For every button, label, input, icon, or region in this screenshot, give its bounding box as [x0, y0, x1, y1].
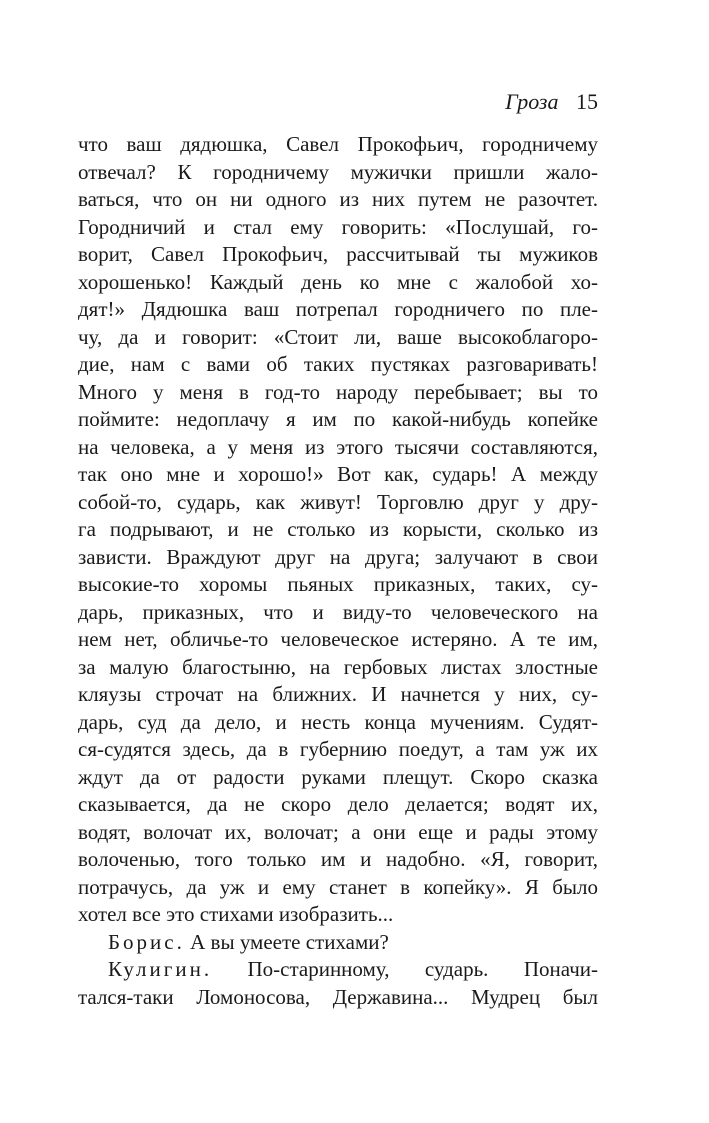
- text-line: так оно мне и хорошо!» Вот как, сударь! А между: [78, 462, 598, 486]
- dialogue-line-kuligin: [78, 956, 598, 984]
- text-line: ваться, что он ни одного из них путем не разочтет.: [78, 187, 598, 211]
- text-line: высокие-то хоромы пьяных приказных, таких, су-: [78, 572, 598, 596]
- text-line: хорошенько! Каждый день ко мне с жалобой хо-: [78, 269, 598, 294]
- text-line: потрачусь, да уж и ему станет в копейку». Я было: [78, 874, 598, 899]
- text-line: что ваш дядюшка, Савел Прокофьич, городничему: [78, 132, 598, 156]
- dialogue-text: По-старинному, сударь. Поначи-: [212, 957, 598, 981]
- text-line: дие, нам с вами об таких пустяках разговаривать!: [78, 352, 598, 376]
- text-line: дарь, суд да дело, и несть конца мучениям. Судят-: [78, 709, 598, 734]
- dialogue-line-boris: [78, 929, 598, 957]
- text-line: тался-таки Ломоносова, Державина... Мудрец был: [78, 984, 598, 1009]
- text-line: волоченью, того только им и надобно. «Я, говорит,: [78, 847, 598, 871]
- text-line: собой-то, сударь, как живут! Торговлю друг у дру-: [78, 489, 598, 514]
- text-line: нем нет, обличье-то человеческое истеряно. А те им,: [78, 627, 598, 651]
- text-line: Много у меня в год-то народу перебывает; вы то: [78, 379, 598, 404]
- text-line: ся-судятся здесь, да в губернию поедут, а там уж их: [78, 737, 598, 761]
- text-line: дарь, приказных, что и виду-то человеческого на: [78, 599, 598, 624]
- text-line: на человека, а у меня из этого тысячи составляются,: [78, 434, 598, 459]
- text-line: ждут да от радости руками плещут. Скоро сказка: [78, 764, 598, 789]
- text-line: дят!» Дядюшка ваш потрепал городничего по пле-: [78, 297, 598, 321]
- text-line: водят, волочат их, волочат; а они еще и рады этому: [78, 819, 598, 844]
- text-line: хотел все это стихами изобразить...: [78, 902, 394, 926]
- body-text: [78, 131, 598, 1011]
- running-head-title: Гроза: [505, 89, 559, 114]
- text-line: за малую благостыню, на гербовых листах злостные: [78, 654, 598, 679]
- dialogue-text: А вы умеете стихами?: [184, 929, 389, 954]
- page-number: 15: [576, 89, 598, 114]
- text-line: зависти. Враждуют друг на друга; залучают в свои: [78, 544, 598, 569]
- text-line: поймите: недоплачу я им по какой-нибудь копейке: [78, 407, 598, 431]
- speaker-name: Кулигин.: [108, 957, 213, 981]
- text-line: кляузы строчат на ближних. И начнется у них, су-: [78, 682, 598, 706]
- text-line: га подрывают, и не столько из корысти, сколько из: [78, 517, 598, 541]
- text-line: сказывается, да не скоро дело делается; водят их,: [78, 792, 598, 816]
- running-head: [505, 88, 598, 116]
- speaker-name: Борис.: [108, 929, 185, 954]
- text-line: чу, да и говорит: «Стоит ли, ваше высокоблагоро-: [78, 324, 598, 349]
- text-line: ворит, Савел Прокофьич, рассчитывай ты мужиков: [78, 242, 598, 266]
- text-line: Городничий и стал ему говорить: «Послушай, го-: [78, 214, 598, 239]
- text-line: отвечал? К городничему мужички пришли жало-: [78, 159, 598, 184]
